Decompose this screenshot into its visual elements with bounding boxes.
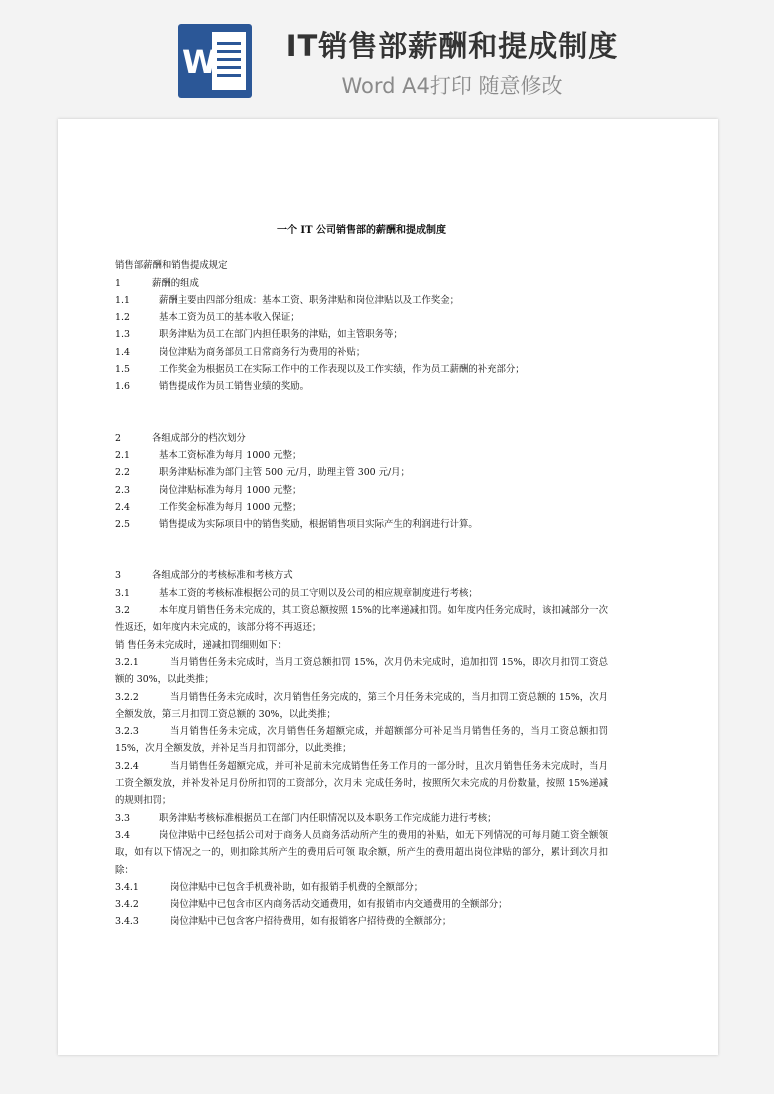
section-title: 各组成部分的考核标准和考核方式 (152, 570, 293, 582)
section-heading (115, 430, 608, 447)
clause-item (115, 896, 608, 913)
clause-item (115, 344, 608, 361)
clause-item (115, 499, 608, 516)
clause-number: 3.2.3 (115, 726, 139, 738)
page-subtitle: Word A4打印 随意修改 (341, 74, 563, 98)
section-2-list (115, 447, 608, 533)
section-number: 3 (115, 570, 121, 582)
clause-text: 当月销售任务未完成时，当月工资总额扣罚 15%，次月仍未完成时，追加扣罚 15%，即次月扣罚工资总额的 30%，以此类推； (115, 656, 608, 686)
clause-number: 2.2 (115, 467, 130, 479)
clause-item (115, 827, 608, 879)
document-intro: 销售部薪酬和销售提成规定 (115, 260, 228, 272)
clause-item (115, 810, 608, 827)
section-number: 2 (115, 432, 121, 444)
clause-number: 3.2.2 (115, 691, 139, 703)
clause-item (115, 309, 608, 326)
clause-number: 1.3 (115, 329, 130, 341)
clause-number: 3.4.2 (115, 899, 139, 911)
clause-text: 销 售任务未完成时，递减扣罚细则如下： (115, 639, 287, 651)
section-heading (115, 275, 608, 292)
clause-item (115, 482, 608, 499)
section-number: 1 (115, 277, 121, 289)
clause-text: 岗位津贴中已包含手机费补助，如有报销手机费的全额部分； (170, 881, 424, 893)
clause-item (115, 361, 608, 378)
clause-text: 当月销售任务未完成，次月销售任务超额完成，并超额部分可补足当月销售任务的，当月工资总额扣罚 15%，次月全额发放，并补足当月扣罚部分，以此类推； (115, 726, 608, 755)
clause-number: 2.1 (115, 449, 130, 461)
clause-number: 2.5 (115, 519, 130, 531)
clause-number: 3.2.4 (115, 760, 139, 772)
clause-item (115, 447, 608, 464)
clause-number: 3.4 (115, 829, 130, 841)
clause-number: 1.5 (115, 364, 130, 376)
clause-item (115, 585, 608, 602)
clause-item (115, 637, 608, 654)
clause-text: 基本工资的考核标准根据公司的员工守则以及公司的相应规章制度进行考核； (159, 587, 478, 599)
section-heading (115, 567, 608, 584)
word-icon (178, 24, 252, 98)
clause-number: 1.6 (115, 381, 130, 393)
section-title: 薪酬的组成 (152, 277, 199, 289)
clause-text: 工作奖金标准为每月 1000 元整； (159, 501, 302, 513)
clause-text: 销售提成作为员工销售业绩的奖励。 (159, 381, 310, 393)
clause-number: 2.3 (115, 484, 130, 496)
section-1-list (115, 292, 608, 396)
clause-text: 职务津贴标准为部门主管 500 元/月，助理主管 300 元/月； (159, 467, 410, 479)
clause-item (115, 758, 608, 810)
clause-item (115, 326, 608, 343)
word-icon-letter: W (182, 43, 218, 81)
clause-text: 本年度月销售任务未完成的，其工资总额按照 15%的比率递减扣罚。如年度内任务完成时，该扣减部分一次性返还，如年度内未完成的，该部分将不再返还； (115, 605, 608, 634)
document-title: 一个 IT 公司销售部的薪酬和提成制度 (276, 225, 447, 236)
clause-item (115, 913, 608, 930)
clause-number: 3.2.1 (115, 656, 139, 668)
clause-text: 岗位津贴为商务部员工日常商务行为费用的补贴； (159, 346, 366, 358)
document-body (115, 222, 608, 931)
clause-number: 3.3 (115, 812, 130, 824)
clause-number: 1.1 (115, 294, 130, 306)
clause-text: 工作奖金为根据员工在实际工作中的工作表现以及工作实绩，作为员工薪酬的补充部分； (159, 364, 525, 376)
clause-text: 薪酬主要由四部分组成：基本工资、职务津贴和岗位津贴以及工作奖金； (159, 294, 460, 306)
clause-item (115, 378, 608, 395)
clause-item (115, 516, 608, 533)
clause-number: 2.4 (115, 501, 130, 513)
clause-text: 岗位津贴中已包含客户招待费用，如有报销客户招待费的全额部分； (170, 916, 452, 928)
clause-item (115, 464, 608, 481)
clause-number: 3.4.1 (115, 881, 139, 893)
clause-number: 1.4 (115, 346, 130, 358)
clause-text: 当月销售任务未完成时，次月销售任务完成的，第三个月任务未完成的，当月扣罚工资总额的 15%，次月全额发放，第三月扣罚工资总额的 30%，以此类推； (115, 691, 608, 720)
clause-text: 岗位津贴中已包含市区内商务活动交通费用，如有报销市内交通费用的全额部分； (170, 899, 508, 911)
page-title: IT销售部薪酬和提成制度 (285, 29, 619, 63)
clause-number: 1.2 (115, 312, 130, 324)
clause-text: 基本工资为员工的基本收入保证； (159, 312, 300, 324)
clause-number: 3.1 (115, 587, 130, 599)
clause-text: 岗位津贴标准为每月 1000 元整； (159, 484, 302, 496)
clause-text: 销售提成为实际项目中的销售奖励，根据销售项目实际产生的利润进行计算。 (159, 519, 478, 531)
clause-text: 职务津贴考核标准根据员工在部门内任职情况以及本职务工作完成能力进行考核； (159, 812, 497, 824)
clause-item (115, 602, 608, 637)
clause-item (115, 654, 608, 689)
section-title: 各组成部分的档次划分 (152, 432, 246, 444)
clause-item (115, 689, 608, 724)
clause-item (115, 292, 608, 309)
clause-text: 基本工资标准为每月 1000 元整； (159, 449, 302, 461)
clause-item (115, 723, 608, 758)
clause-text: 职务津贴为员工在部门内担任职务的津贴，如主管职务等； (159, 329, 403, 341)
clause-number: 3.2 (115, 605, 130, 617)
page-header (0, 0, 774, 110)
clause-text: 岗位津贴中已经包括公司对于商务人员商务活动所产生的费用的补贴，如无下列情况的可每月随工资全额领取，如有以下情况之一的，则扣除其所产生的费用后可领 取余额，所产生的费用超出岗位津贴的部分，累计到次月扣除： (115, 829, 608, 876)
clause-number: 3.4.3 (115, 916, 139, 928)
clause-item (115, 879, 608, 896)
section-3-list (115, 585, 608, 931)
clause-text: 当月销售任务超额完成，并可补足前未完成销售任务工作月的一部分时，且次月销售任务未完成时，当月工资全额发放，并补发补足月份所扣罚的工资部分，次月未 完成任务时，按照所欠未完成的月份数量，按照 15%递减的规则扣罚； (115, 760, 608, 807)
